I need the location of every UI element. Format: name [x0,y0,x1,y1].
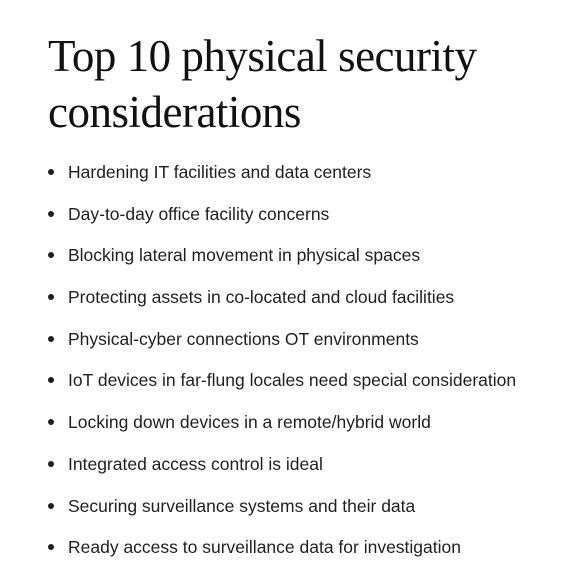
bullet-icon [48,503,54,509]
page-title-line-2: considerations [48,87,301,137]
bullet-icon [48,169,54,175]
list-item [48,450,516,492]
list-item-text: Ready access to surveillance data for investigation [68,537,461,558]
list-item-text: Physical-cyber connections OT environments [68,328,419,349]
list-item [48,200,516,242]
list-item-text: Locking down devices in a remote/hybrid world [68,412,431,433]
list-item [48,408,516,450]
list-item [48,325,516,367]
list-item-text: Blocking lateral movement in physical spaces [68,245,421,266]
list-item-text: Integrated access control is ideal [68,453,323,474]
bullet-icon [48,211,54,217]
page-title-line-1: Top 10 physical security [48,31,477,81]
bullet-icon [48,336,54,342]
list-item-text: Hardening IT facilities and data centers [68,162,372,182]
list-item [48,366,516,408]
bullet-icon [48,294,54,300]
bullet-icon [48,252,54,258]
list-item-text: Protecting assets in co-located and cloud facilities [68,287,455,308]
list-item-text: Day-to-day office facility concerns [68,203,330,224]
list-item [48,283,516,325]
considerations-list [48,158,516,575]
bullet-icon [48,544,54,550]
list-item [48,533,516,575]
list-item [48,241,516,283]
list-item-text: IoT devices in far-flung locales need special consideration [68,370,517,391]
bullet-icon [48,461,54,467]
list-item [48,492,516,534]
bullet-icon [48,419,54,425]
list-item [48,158,516,200]
bullet-icon [48,377,54,383]
page-title [48,28,568,140]
list-item-text: Securing surveillance systems and their data [68,495,416,516]
